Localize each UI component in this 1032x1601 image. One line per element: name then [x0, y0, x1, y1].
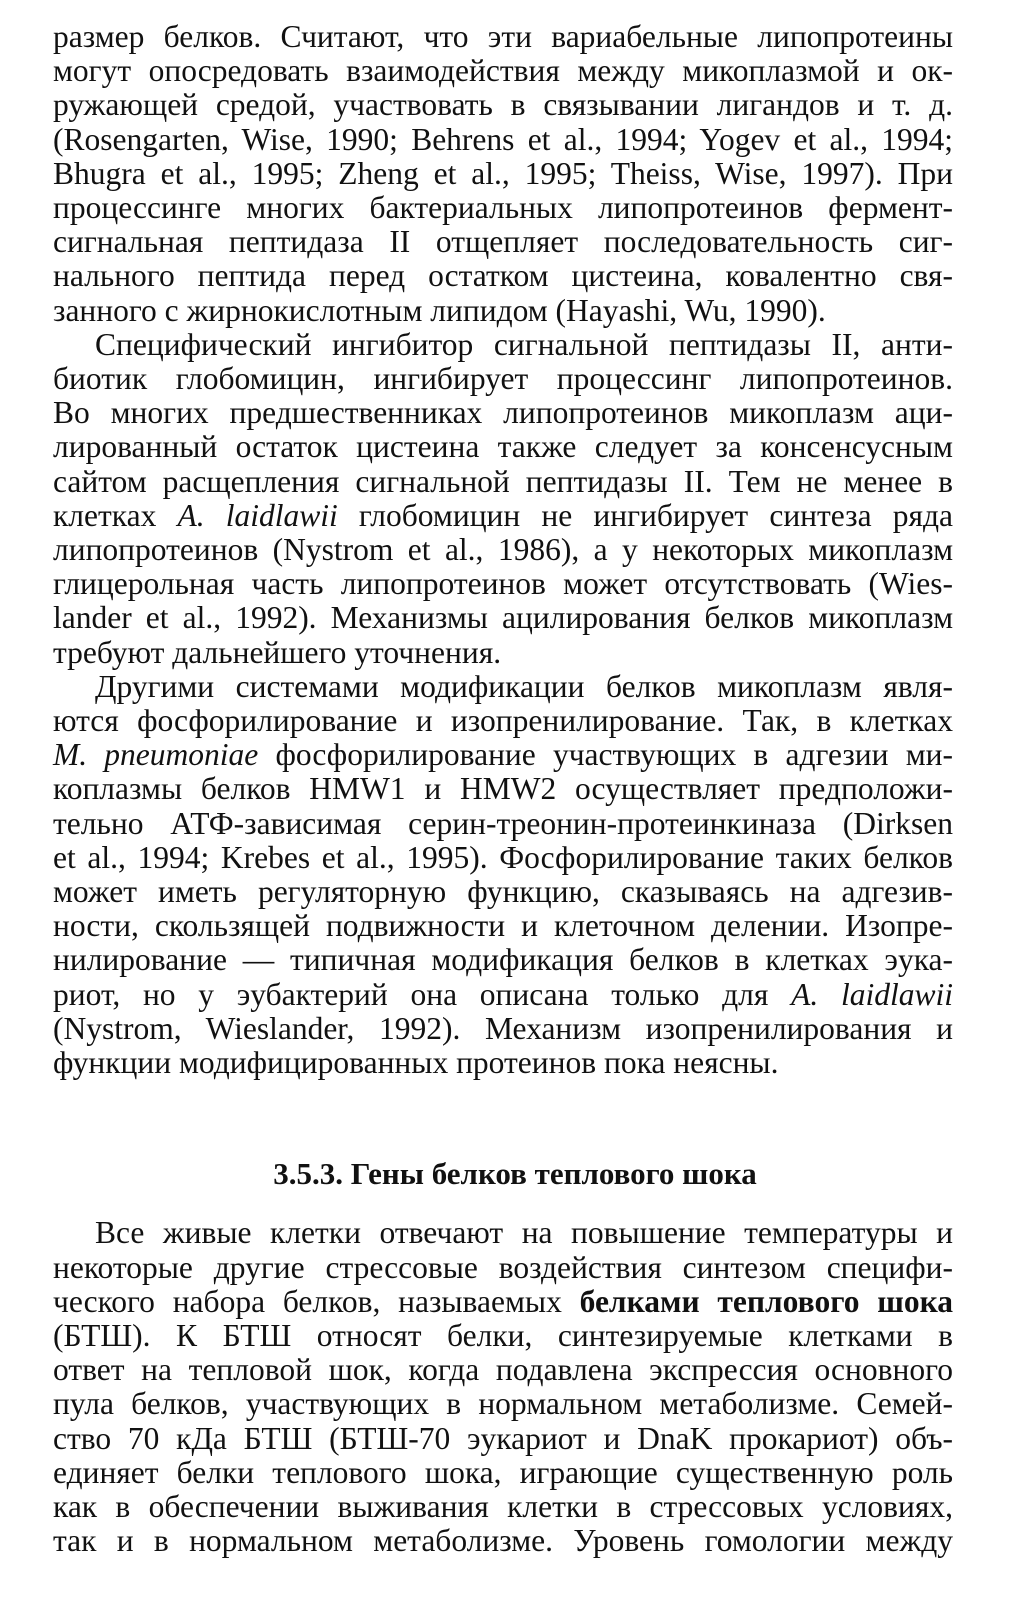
body-text-before-heading [53, 20, 953, 1080]
body-text-after-heading [53, 1216, 953, 1558]
text-line: требуют дальнейшего уточнения. [53, 634, 502, 670]
text-line: ности, скользящей подвижности и клеточном делении. Изопре- [53, 908, 953, 944]
text-line: ческого набора белков, называемых белками теплового шока [53, 1283, 953, 1319]
text-line: ство 70 кДа БТШ (БТШ-70 эукариот и DnaK прокариот) объ- [53, 1420, 953, 1456]
text-line: как в обеспечении выживания клетки в стрессовых условиях, [53, 1488, 953, 1524]
paragraph [53, 670, 953, 1080]
text-line: Специфический ингибитор сигнальной пептидазы II, анти- [95, 326, 953, 362]
text-line: et al., 1994; Krebes et al., 1995). Фосфорилирование таких белков [53, 839, 953, 875]
text-line: глицерольная часть липопротеинов может отсутствовать (Wies- [53, 566, 953, 602]
text-line: некоторые другие стрессовые воздействия синтезом специфи- [53, 1249, 953, 1285]
text-line: Все живые клетки отвечают на повышение температуры и [95, 1215, 953, 1251]
text-line: (Nystrom, Wieslander, 1992). Механизм изопренилирования и [53, 1010, 953, 1046]
text-line: (Rosengarten, Wise, 1990; Behrens et al., 1994; Yogev et al., 1994; [53, 121, 953, 157]
text-line: может иметь регуляторную функцию, сказываясь на адгезив- [53, 874, 953, 910]
text-line: нилирование — типичная модификация белков в клетках эука- [53, 942, 953, 978]
text-line: коплазмы белков HMW1 и HMW2 осуществляет предположи- [53, 771, 953, 807]
text-line: ответ на тепловой шок, когда подавлена экспрессия основного [53, 1352, 953, 1388]
text-line: сайтом расщепления сигнальной пептидазы II. Тем не менее в [53, 463, 953, 499]
text-line: Bhugra et al., 1995; Zheng et al., 1995; Theiss, Wise, 1997). При [53, 155, 953, 191]
text-line: ются фосфорилирование и изопренилирование. Так, в клетках [53, 703, 953, 739]
document-page [53, 20, 953, 1558]
section-heading: 3.5.3. Гены белков теплового шока [273, 1156, 757, 1192]
text-line: могут опосредовать взаимодействия между микоплазмой и ок- [53, 53, 953, 89]
text-line: Во многих предшественниках липопротеинов микоплазм аци- [53, 395, 953, 431]
text-line: биотик глобомицин, ингибирует процессинг липопротеинов. [53, 361, 953, 397]
text-line: липопротеинов (Nystrom et al., 1986), а у некоторых микоплазм [53, 532, 953, 568]
text-line: нального пептида перед остатком цистеина, ковалентно свя- [53, 258, 953, 294]
text-line: тельно АТФ-зависимая серин-треонин-протеинкиназа (Dirksen [53, 805, 953, 841]
text-line: занного с жирнокислотным липидом (Hayashi, Wu, 1990). [53, 292, 826, 328]
text-line: риот, но у эубактерий она описана только для A. laidlawii [53, 976, 953, 1012]
text-line: единяет белки теплового шока, играющие существенную роль [53, 1454, 953, 1490]
text-line: процессинге многих бактериальных липопротеинов фермент- [53, 190, 953, 226]
text-line: пула белков, участвующих в нормальном метаболизме. Семей- [53, 1386, 953, 1422]
text-line: ружающей средой, участвовать в связывании лигандов и т. д. [53, 87, 953, 123]
text-line: функции модифицированных протеинов пока неясны. [53, 1045, 779, 1081]
text-line: lander et al., 1992). Механизмы ацилирования белков микоплазм [53, 600, 953, 636]
text-line: лированный остаток цистеина также следует за консенсусным [53, 429, 953, 465]
paragraph [53, 328, 953, 670]
paragraph [53, 20, 953, 328]
paragraph [53, 1216, 953, 1558]
text-line: M. pneumoniae фосфорилирование участвующих в адгезии ми- [53, 737, 954, 773]
text-line: (БТШ). К БТШ относят белки, синтезируемые клетками в [53, 1317, 953, 1353]
text-line: так и в нормальном метаболизме. Уровень гомологии между [53, 1523, 953, 1559]
text-line: Другими системами модификации белков микоплазм явля- [95, 668, 953, 704]
text-line: сигнальная пептидаза II отщепляет последовательность сиг- [53, 224, 953, 260]
text-line: клетках A. laidlawii глобомицин не ингибирует синтеза ряда [53, 497, 953, 533]
text-line: размер белков. Считают, что эти вариабельные липопротеины [53, 19, 953, 54]
